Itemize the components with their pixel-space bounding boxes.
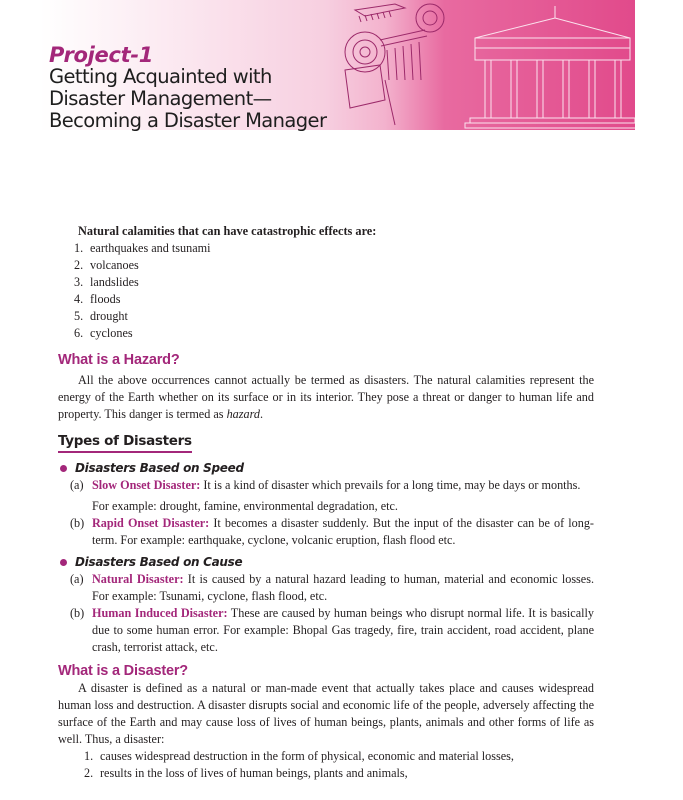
list-number: 2. bbox=[74, 258, 84, 272]
slow-onset-item bbox=[70, 477, 594, 494]
list-item bbox=[74, 308, 594, 325]
term-human-induced: Human Induced Disaster: bbox=[92, 606, 228, 620]
list-text: causes widespread destruction in the form of physical, economic and material losses, bbox=[100, 749, 514, 763]
list-number: 2. bbox=[84, 766, 94, 780]
calamities-heading: Natural calamities that can have catastrophic effects are: bbox=[78, 224, 377, 238]
hazard-term: hazard bbox=[226, 407, 260, 421]
list-text: cyclones bbox=[90, 326, 133, 340]
list-item bbox=[74, 274, 594, 291]
calamities-list bbox=[58, 240, 594, 342]
disaster-heading: What is a Disaster? bbox=[58, 663, 188, 679]
item-letter: (a) bbox=[70, 572, 84, 586]
hazard-end: . bbox=[259, 407, 264, 421]
cause-heading-text: Disasters Based on Cause bbox=[75, 555, 243, 569]
human-induced-item bbox=[70, 605, 594, 656]
ionic-capital-icon bbox=[345, 4, 444, 125]
list-number: 3. bbox=[74, 275, 84, 289]
list-number: 1. bbox=[74, 241, 84, 255]
greek-temple-illustration bbox=[325, 0, 635, 130]
item-text: These are caused by human beings who disrupt normal life. It is basically due to some human error. For example: Bhopal Gas tragedy, fire, train accident, road accident, plane crash, terrorist attack, etc. bbox=[92, 606, 594, 654]
natural-disaster-item bbox=[70, 571, 594, 605]
page-title-block bbox=[49, 44, 326, 132]
term-rapid-onset: Rapid Onset Disaster: bbox=[92, 516, 210, 530]
list-text: floods bbox=[90, 292, 121, 306]
list-text: results in the loss of lives of human beings, plants and animals, bbox=[100, 766, 408, 780]
item-letter: (a) bbox=[70, 478, 84, 492]
document-body bbox=[58, 223, 594, 782]
project-label: Project-1 bbox=[49, 43, 154, 67]
item-letter: (b) bbox=[70, 606, 85, 620]
cause-subheading bbox=[58, 554, 594, 571]
temple-icon bbox=[465, 6, 635, 128]
title-line-1: Getting Acquainted with bbox=[49, 65, 272, 88]
hazard-paragraph bbox=[58, 372, 594, 423]
item-letter: (b) bbox=[70, 516, 85, 530]
list-item bbox=[74, 325, 594, 342]
list-text: drought bbox=[90, 309, 128, 323]
list-number: 4. bbox=[74, 292, 84, 306]
title-line-3: Becoming a Disaster Manager bbox=[49, 109, 327, 132]
hazard-heading: What is a Hazard? bbox=[58, 352, 180, 368]
list-number: 1. bbox=[84, 749, 94, 763]
title-line-2: Disaster Management— bbox=[49, 87, 272, 110]
slow-onset-example: For example: drought, famine, environmental degradation, etc. bbox=[92, 499, 398, 513]
types-heading: Types of Disasters bbox=[58, 433, 192, 453]
speed-subheading bbox=[58, 460, 594, 477]
list-item bbox=[84, 748, 594, 765]
list-item bbox=[74, 291, 594, 308]
bullet-icon bbox=[60, 465, 67, 472]
list-text: landslides bbox=[90, 275, 139, 289]
disaster-list bbox=[68, 748, 594, 782]
term-slow-onset: Slow Onset Disaster: bbox=[92, 478, 201, 492]
list-item bbox=[84, 765, 594, 782]
bullet-icon bbox=[60, 559, 67, 566]
list-number: 6. bbox=[74, 326, 84, 340]
rapid-onset-item bbox=[70, 515, 594, 549]
list-item bbox=[74, 257, 594, 274]
disaster-paragraph: A disaster is defined as a natural or man-made event that actually takes place and causes widespread human loss and destruction. A disaster disrupts social and economic life of the people, adversely affecting the surface of the Earth and may cause loss of lives of human beings, plants, animals and other forms of life as well. Thus, a disaster: bbox=[58, 681, 594, 746]
list-text: earthquakes and tsunami bbox=[90, 241, 211, 255]
item-text: It becomes a disaster suddenly. But the input of the disaster can be of long-term. For example: earthquake, cyclone, volcanic eruption, flash flood etc. bbox=[92, 516, 594, 547]
item-text: It is caused by a natural hazard leading to human, material and economic losses. For example: Tsunami, cyclone, flash flood, etc. bbox=[92, 572, 594, 603]
hazard-text: All the above occurrences cannot actually be termed as disasters. The natural calamities represent the energy of the Earth whether on its surface or in its interior. They pose a threat or danger to human life and property. This danger is termed as bbox=[58, 373, 594, 421]
speed-heading-text: Disasters Based on Speed bbox=[75, 461, 244, 475]
item-text: It is a kind of disaster which prevails for a long time, may be days or months. bbox=[200, 478, 581, 492]
list-number: 5. bbox=[74, 309, 84, 323]
list-item bbox=[74, 240, 594, 257]
term-natural: Natural Disaster: bbox=[92, 572, 184, 586]
list-text: volcanoes bbox=[90, 258, 139, 272]
